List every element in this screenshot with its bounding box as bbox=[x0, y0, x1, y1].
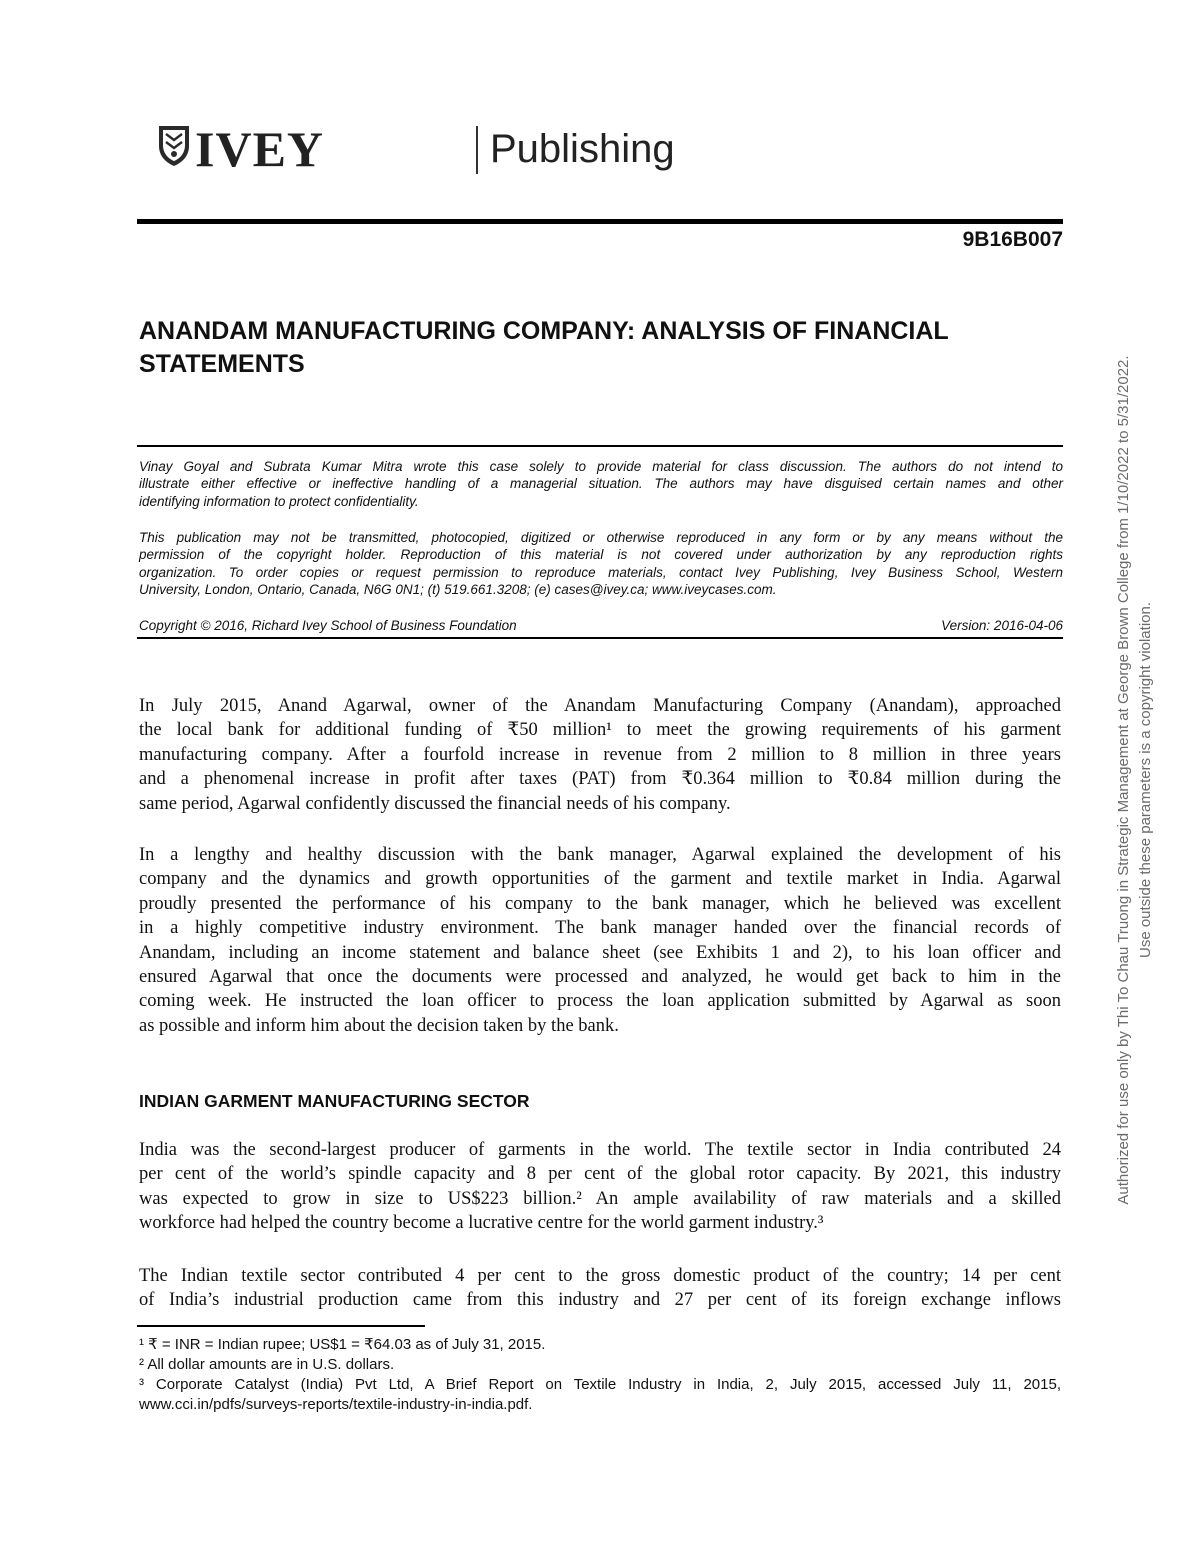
paragraph-line: coming week. He instructed the loan officer to process the loan application submitted by Agarwal as soon bbox=[139, 991, 1061, 1012]
paragraph-line: the local bank for additional funding of ₹50 million¹ to meet the growing requirements of his garment bbox=[139, 720, 1061, 741]
paragraph-line: The Indian textile sector contributed 4 per cent to the gross domestic product of the country; 14 per cent bbox=[139, 1266, 1061, 1286]
ivey-publishing-logo bbox=[157, 118, 675, 180]
disclaimer-line: illustrate either effective or ineffective handling of a managerial situation. The authors may have disguised certain names and other bbox=[139, 476, 1063, 492]
notice-line: This publication may not be transmitted, photocopied, digitized or otherwise reproduced in any form or by any means without the bbox=[139, 530, 1063, 545]
logo-brand-text: IVEY bbox=[195, 121, 325, 177]
paragraph-line: per cent of the world’s spindle capacity and 8 per cent of the global rotor capacity. By 2021, this industry bbox=[139, 1164, 1061, 1185]
watermark-line-2: Use outside these parameters is a copyright violation. bbox=[1137, 602, 1154, 959]
disclaimer-line: Vinay Goyal and Subrata Kumar Mitra wrote this case solely to provide material for class discussion. The authors do not intend to bbox=[139, 459, 1063, 474]
logo-publishing-text: Publishing bbox=[490, 127, 675, 171]
paragraph-line: workforce had helped the country become a lucrative centre for the world garment industry.³ bbox=[139, 1213, 824, 1234]
authors-disclaimer bbox=[139, 458, 1063, 510]
footnote-1: ¹ ₹ = INR = Indian rupee; US$1 = ₹64.03 as of July 31, 2015. bbox=[139, 1336, 546, 1353]
paragraph-line: company and the dynamics and growth opportunities of the garment and textile market in India. Agarwal bbox=[139, 869, 1061, 890]
body-paragraph-1 bbox=[139, 694, 1061, 816]
disclaimer-line: identifying information to protect confidentiality. bbox=[139, 493, 419, 509]
footnote-3: ³ Corporate Catalyst (India) Pvt Ltd, A Brief Report on Textile Industry in India, 2, July 2015, accessed July 11, 2015, bbox=[139, 1376, 1061, 1393]
case-number: 9B16B007 bbox=[962, 228, 1063, 251]
copyright-notice bbox=[139, 529, 1063, 598]
paragraph-line: proudly presented the performance of his company to the bank manager, which he believed was excellent bbox=[139, 893, 1061, 914]
paragraph-line: in a highly competitive industry environment. The bank manager handed over the financial records of bbox=[139, 918, 1061, 939]
logo-divider bbox=[476, 126, 478, 174]
header-rule bbox=[137, 219, 1063, 224]
title-line-1: ANANDAM MANUFACTURING COMPANY: ANALYSIS OF FINANCIAL bbox=[139, 317, 949, 345]
title-line-2: STATEMENTS bbox=[139, 350, 305, 378]
footnote-2: ² All dollar amounts are in U.S. dollars. bbox=[139, 1356, 395, 1373]
paragraph-line: In July 2015, Anand Agarwal, owner of the Anandam Manufacturing Company (Anandam), approached bbox=[139, 696, 1061, 716]
shield-crest-icon bbox=[157, 124, 191, 168]
notice-line: organization. To order copies or request permission to reproduce materials, contact Ivey Publishing, Ivey Business School, Western bbox=[139, 564, 1063, 580]
paragraph-line: Anandam, including an income statement and balance sheet (see Exhibits 1 and 2), to his loan officer and bbox=[139, 942, 1061, 963]
version-text: Version: 2016-04-06 bbox=[941, 618, 1063, 633]
watermark-line-1: Authorized for use only by Thi To Chau Truong in Strategic Management at George Brown College from 1/10/2022 to 5/31/2022. bbox=[1115, 355, 1132, 1205]
paragraph-line: as possible and inform him about the decision taken by the bank. bbox=[139, 1015, 619, 1036]
notice-line: University, London, Ontario, Canada, N6G 0N1; (t) 519.661.3208; (e) cases@ivey.ca; www.iveycases.com. bbox=[139, 581, 777, 597]
body-paragraph-4 bbox=[139, 1264, 1061, 1313]
section-heading: INDIAN GARMENT MANUFACTURING SECTOR bbox=[139, 1091, 530, 1111]
paragraph-line: India was the second-largest producer of garments in the world. The textile sector in India contributed 24 bbox=[139, 1140, 1061, 1160]
body-paragraph-3 bbox=[139, 1138, 1061, 1236]
footnote-3-url: www.cci.in/pdfs/surveys-reports/textile-industry-in-india.pdf. bbox=[139, 1396, 533, 1413]
disclaimer-bottom-rule bbox=[137, 637, 1063, 639]
notice-line: permission of the copyright holder. Reproduction of this material is not covered under authorization by any reproduction rights bbox=[139, 547, 1063, 563]
footnote-separator bbox=[137, 1325, 425, 1327]
paragraph-line: ensured Agarwal that once the documents were processed and analyzed, he would get back to him in the bbox=[139, 966, 1061, 987]
paragraph-line: and a phenomenal increase in profit after taxes (PAT) from ₹0.364 million to ₹0.84 million during the bbox=[139, 769, 1061, 790]
paragraph-line: In a lengthy and healthy discussion with the bank manager, Agarwal explained the development of his bbox=[139, 845, 1061, 865]
paragraph-line: of India’s industrial production came from this industry and 27 per cent of its foreign exchange inflows bbox=[139, 1290, 1061, 1311]
body-paragraph-2 bbox=[139, 843, 1061, 1038]
paragraph-line: was expected to grow in size to US$223 billion.² An ample availability of raw materials and a skilled bbox=[139, 1188, 1061, 1209]
disclaimer-top-rule bbox=[137, 445, 1063, 447]
paragraph-line: same period, Agarwal confidently discussed the financial needs of his company. bbox=[139, 793, 731, 814]
license-watermark bbox=[1113, 336, 1173, 1224]
paragraph-line: manufacturing company. After a fourfold increase in revenue from 2 million to 8 million in three years bbox=[139, 744, 1061, 765]
copyright-row bbox=[139, 618, 1063, 633]
copyright-text: Copyright © 2016, Richard Ivey School of Business Foundation bbox=[139, 618, 517, 633]
document-title bbox=[139, 315, 1063, 381]
